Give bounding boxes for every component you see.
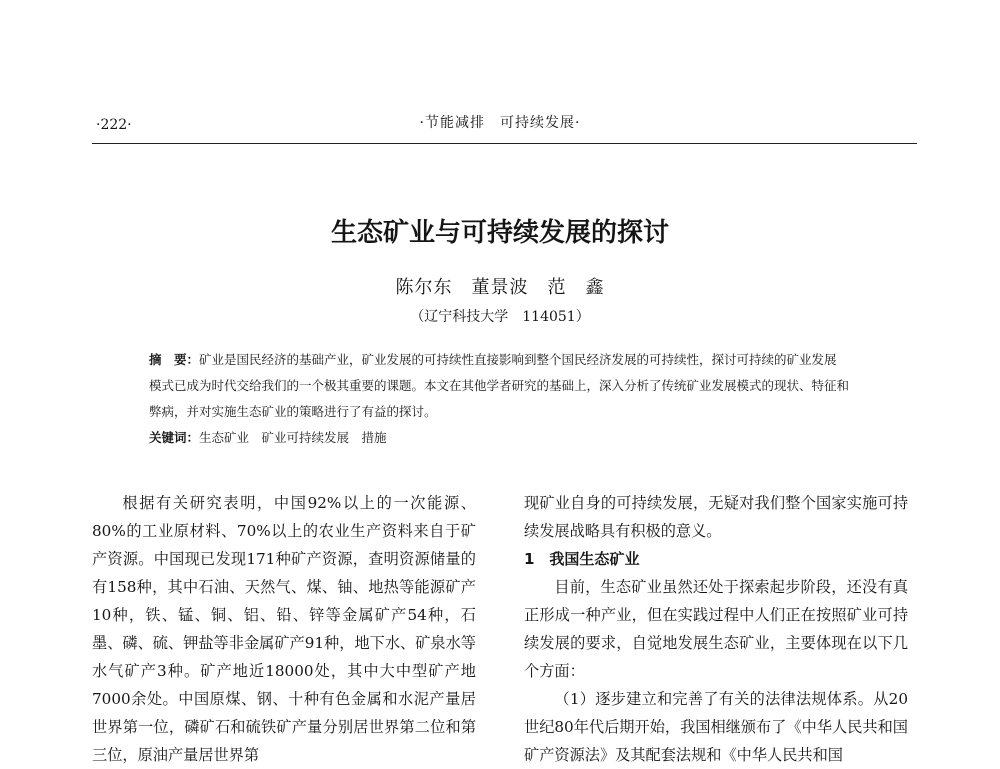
abstract-label: 摘 要： <box>149 352 200 367</box>
author-affiliation: （辽宁科技大学 114051） <box>410 309 590 325</box>
keywords-paragraph <box>149 425 849 451</box>
body-right-column <box>524 489 908 769</box>
section-heading: 1 我国生态矿业 <box>524 550 640 568</box>
keywords-text: 生态矿业 矿业可持续发展 措施 <box>199 430 387 445</box>
body-paragraph-continued: 现矿业自身的可持续发展，无疑对我们整个国家实施可持续发展战略具有积极的意义。 <box>524 494 908 540</box>
running-header: ·节能减排 可持续发展· <box>419 115 581 131</box>
page-number: ·222· <box>96 117 132 133</box>
header-rule <box>92 143 917 144</box>
abstract-paragraph <box>149 347 849 425</box>
article-title: 生态矿业与可持续发展的探讨 <box>330 218 669 248</box>
keywords-label: 关键词： <box>149 430 200 445</box>
body-left-column <box>92 489 476 769</box>
body-paragraph: （1）逐步建立和完善了有关的法律法规体系。从20世纪80年代后期开始，我国相继颁布了《中华人民共和国矿产资源法》及其配套法规和《中华人民共和国 <box>524 690 908 764</box>
body-paragraph: 根据有关研究表明，中国92%以上的一次能源、80%的工业原材料、70%以上的农业生产资料来自于矿产资源。中国现已发现171种矿产资源，查明资源储量的有158种，其中石油、天然气、煤、铀、地热等能源矿产10种，铁、锰、铜、铝、铅、锌等金属矿产54种，石墨、磷、硫、钾盐等非金属矿产91种，地下水、矿泉水等水气矿产3种。矿产地近18000处，其中大中型矿产地7000余处。中国原煤、钢、十种有色金属和水泥产量居世界第一位，磷矿石和硫铁矿产量分别居世界第二位和第三位，原油产量居世界第 <box>92 494 476 764</box>
article-authors: 陈尔东 董景波 范 鑫 <box>395 277 605 298</box>
abstract-block <box>149 347 849 451</box>
body-paragraph: 目前，生态矿业虽然还处于探索起步阶段，还没有真正形成一种产业，但在实践过程中人们正在按照矿业可持续发展的要求，自觉地发展生态矿业，主要体现在以下几个方面： <box>524 578 908 680</box>
abstract-text: 矿业是国民经济的基础产业，矿业发展的可持续性直接影响到整个国民经济发展的可持续性，探讨可持续的矿业发展模式已成为时代交给我们的一个极其重要的课题。本文在其他学者研究的基础上，深入分析了传统矿业发展模式的现状、特征和弊病，并对实施生态矿业的策略进行了有益的探讨。 <box>149 352 850 419</box>
